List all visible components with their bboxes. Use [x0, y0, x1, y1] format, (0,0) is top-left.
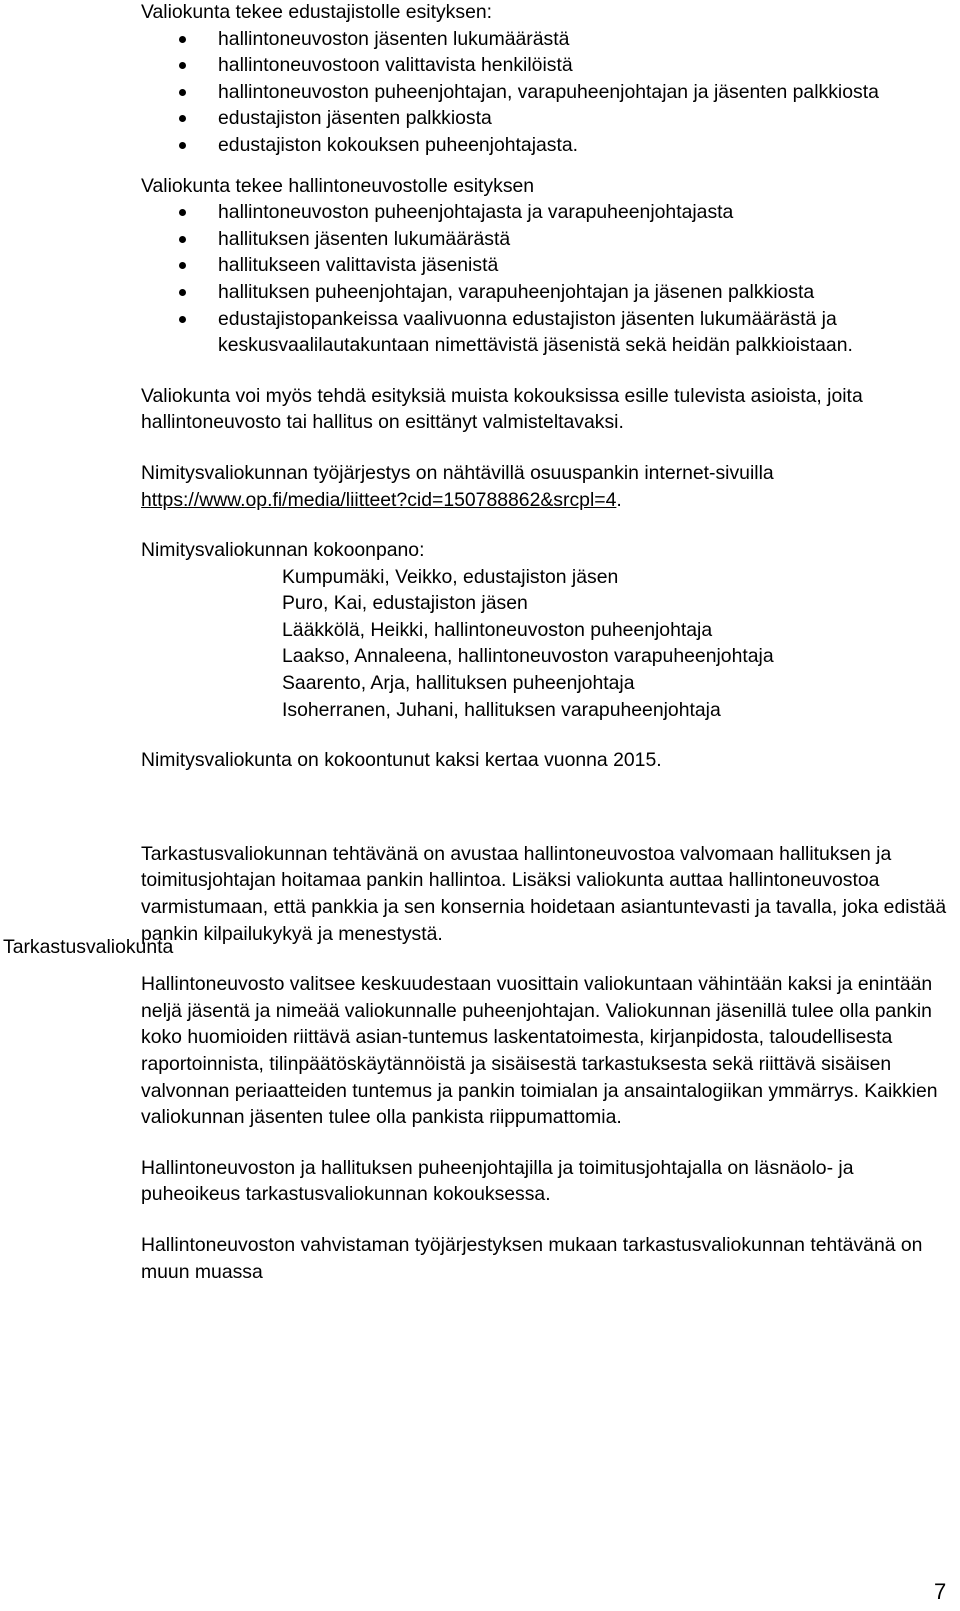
list-item: edustajiston jäsenten palkkiosta — [141, 105, 956, 132]
list-item: hallintoneuvoston puheenjohtajan, varapuheenjohtajan ja jäsenten palkkiosta — [141, 79, 956, 106]
list-item: hallintoneuvoston jäsenten lukumäärästä — [141, 26, 956, 53]
supervisory-proposals-list — [141, 199, 956, 359]
composition-heading: Nimitysvaliokunnan kokoonpano: — [141, 539, 425, 562]
list-item: hallituksen jäsenten lukumäärästä — [141, 226, 956, 253]
supervisory-proposals-intro: Valiokunta tekee hallintoneuvostolle esityksen — [141, 174, 535, 197]
board-proposals-intro: Valiokunta tekee edustajistolle esityksen: — [141, 1, 493, 23]
list-item: hallintoneuvostoon valittavista henkilöistä — [141, 52, 956, 79]
audit-paragraph: Hallintoneuvosto valitsee keskuudestaan vuosittain valiokuntaan vähintään kaksi ja enintään neljä jäsentä ja nimeää valiokunnalle puheenjohtajan. Valiokunnan jäsenillä tulee olla pankin koko huomioiden riittävä asian-tuntemus laskentatoimesta, kirjanpidosta, taloudellisesta raportoinnista, tilinpäätöskäytännöistä ja sisäisestä tarkastuksesta sekä riittävä sisäisen valvonnan periaatteiden tuntemus ja pankin toimialan ja ansaintalogiikan ymmärrys. Kaikkien valiokunnan jäsenten tulee olla pankista riippumattomia. — [141, 973, 938, 1129]
member-item: Lääkkölä, Heikki, hallintoneuvoston puheenjohtaja — [282, 618, 713, 641]
list-item: hallintoneuvoston puheenjohtajasta ja varapuheenjohtajasta — [141, 199, 956, 226]
other-proposals-paragraph: Valiokunta voi myös tehdä esityksiä muista kokouksissa esille tulevista asioista, joita hallintoneuvosto tai hallitus on esittänyt valmisteltavaksi. — [141, 384, 863, 434]
member-item: Puro, Kai, edustajiston jäsen — [282, 592, 528, 615]
page-number: 7 — [934, 1579, 947, 1604]
audit-paragraph: Hallintoneuvoston ja hallituksen puheenjohtajilla ja toimitusjohtajalla on läsnäolo- ja puheoikeus tarkastusvaliokunnan kokouksessa. — [141, 1156, 854, 1206]
members-list — [141, 564, 956, 724]
meetings-paragraph: Nimitysvaliokunta on kokoontunut kaksi kertaa vuonna 2015. — [141, 749, 662, 772]
rules-link[interactable]: https://www.op.fi/media/liitteet?cid=150788862&srcpl=4 — [141, 488, 617, 511]
member-item: Kumpumäki, Veikko, edustajiston jäsen — [282, 565, 619, 588]
member-item: Saarento, Arja, hallituksen puheenjohtaja — [282, 672, 635, 695]
page-body — [141, 0, 956, 1285]
board-proposals-list — [141, 26, 956, 159]
audit-paragraph: Tarkastusvaliokunnan tehtävänä on avustaa hallintoneuvostoa valvomaan hallituksen ja toimitusjohtajan hoitamaa pankin hallintoa. Lisäksi valiokunta auttaa hallintoneuvostoa varmistumaan, että pankkia ja sen konsernia hoidetaan asiantuntevasti ja tavalla, joka edistää pankin kilpailukykyä ja menestystä. — [141, 842, 947, 945]
audit-paragraph: Hallintoneuvoston vahvistaman työjärjestyksen mukaan tarkastusvaliokunnan tehtävänä on muun muassa — [141, 1233, 923, 1283]
audit-committee-heading: Tarkastusvaliokunta — [3, 936, 174, 958]
list-item: edustajiston kokouksen puheenjohtajasta. — [141, 132, 956, 159]
rules-paragraph — [141, 460, 956, 513]
rules-end: . — [616, 488, 622, 511]
list-item: hallitukseen valittavista jäsenistä — [141, 252, 956, 279]
list-item: hallituksen puheenjohtajan, varapuheenjohtajan ja jäsenen palkkiosta — [141, 279, 956, 306]
member-item: Isoherranen, Juhani, hallituksen varapuheenjohtaja — [282, 698, 721, 721]
list-item: edustajistopankeissa vaalivuonna edustajiston jäsenten lukumäärästä ja keskusvaalilautakuntaan nimettävistä jäsenistä sekä heidän palkkioistaan. — [141, 306, 956, 359]
member-item: Laakso, Annaleena, hallintoneuvoston varapuheenjohtaja — [282, 645, 774, 668]
rules-text: Nimitysvaliokunnan työjärjestys on nähtävillä osuuspankin internet-sivuilla — [141, 461, 774, 484]
